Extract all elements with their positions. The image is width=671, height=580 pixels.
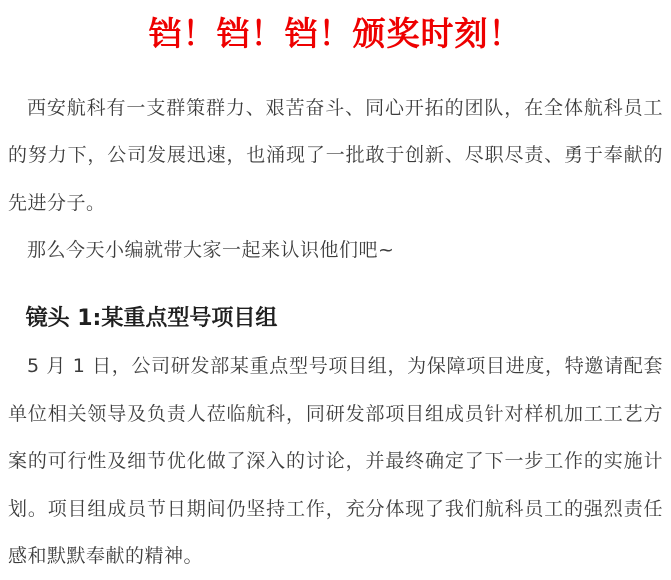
article-title: 铛！铛！铛！颁奖时刻！ xyxy=(148,14,523,53)
section-heading-scene-1: 镜头 1:某重点型号项目组 xyxy=(25,305,278,331)
article-page xyxy=(0,12,671,580)
section-body-paragraph: 5 月 1 日，公司研发部某重点型号项目组，为保障项目进度，特邀请配套单位相关领导及负责人莅临航科，同研发部项目组成员针对样机加工工艺方案的可行性及细节优化做了深入的讨论，并最终确定了下一步工作的实施计划。项目组成员节日期间仍坚持工作，充分体现了我们航科员工的强烈责任感和默默奉献的精神。 xyxy=(8,355,663,568)
lead-in-paragraph: 那么今天小编就带大家一起来认识他们吧~ xyxy=(27,239,395,262)
intro-paragraph: 西安航科有一支群策群力、艰苦奋斗、同心开拓的团队，在全体航科员工的努力下，公司发展迅速，也涌现了一批敢于创新、尽职尽责、勇于奉献的先进分子。 xyxy=(8,96,663,214)
